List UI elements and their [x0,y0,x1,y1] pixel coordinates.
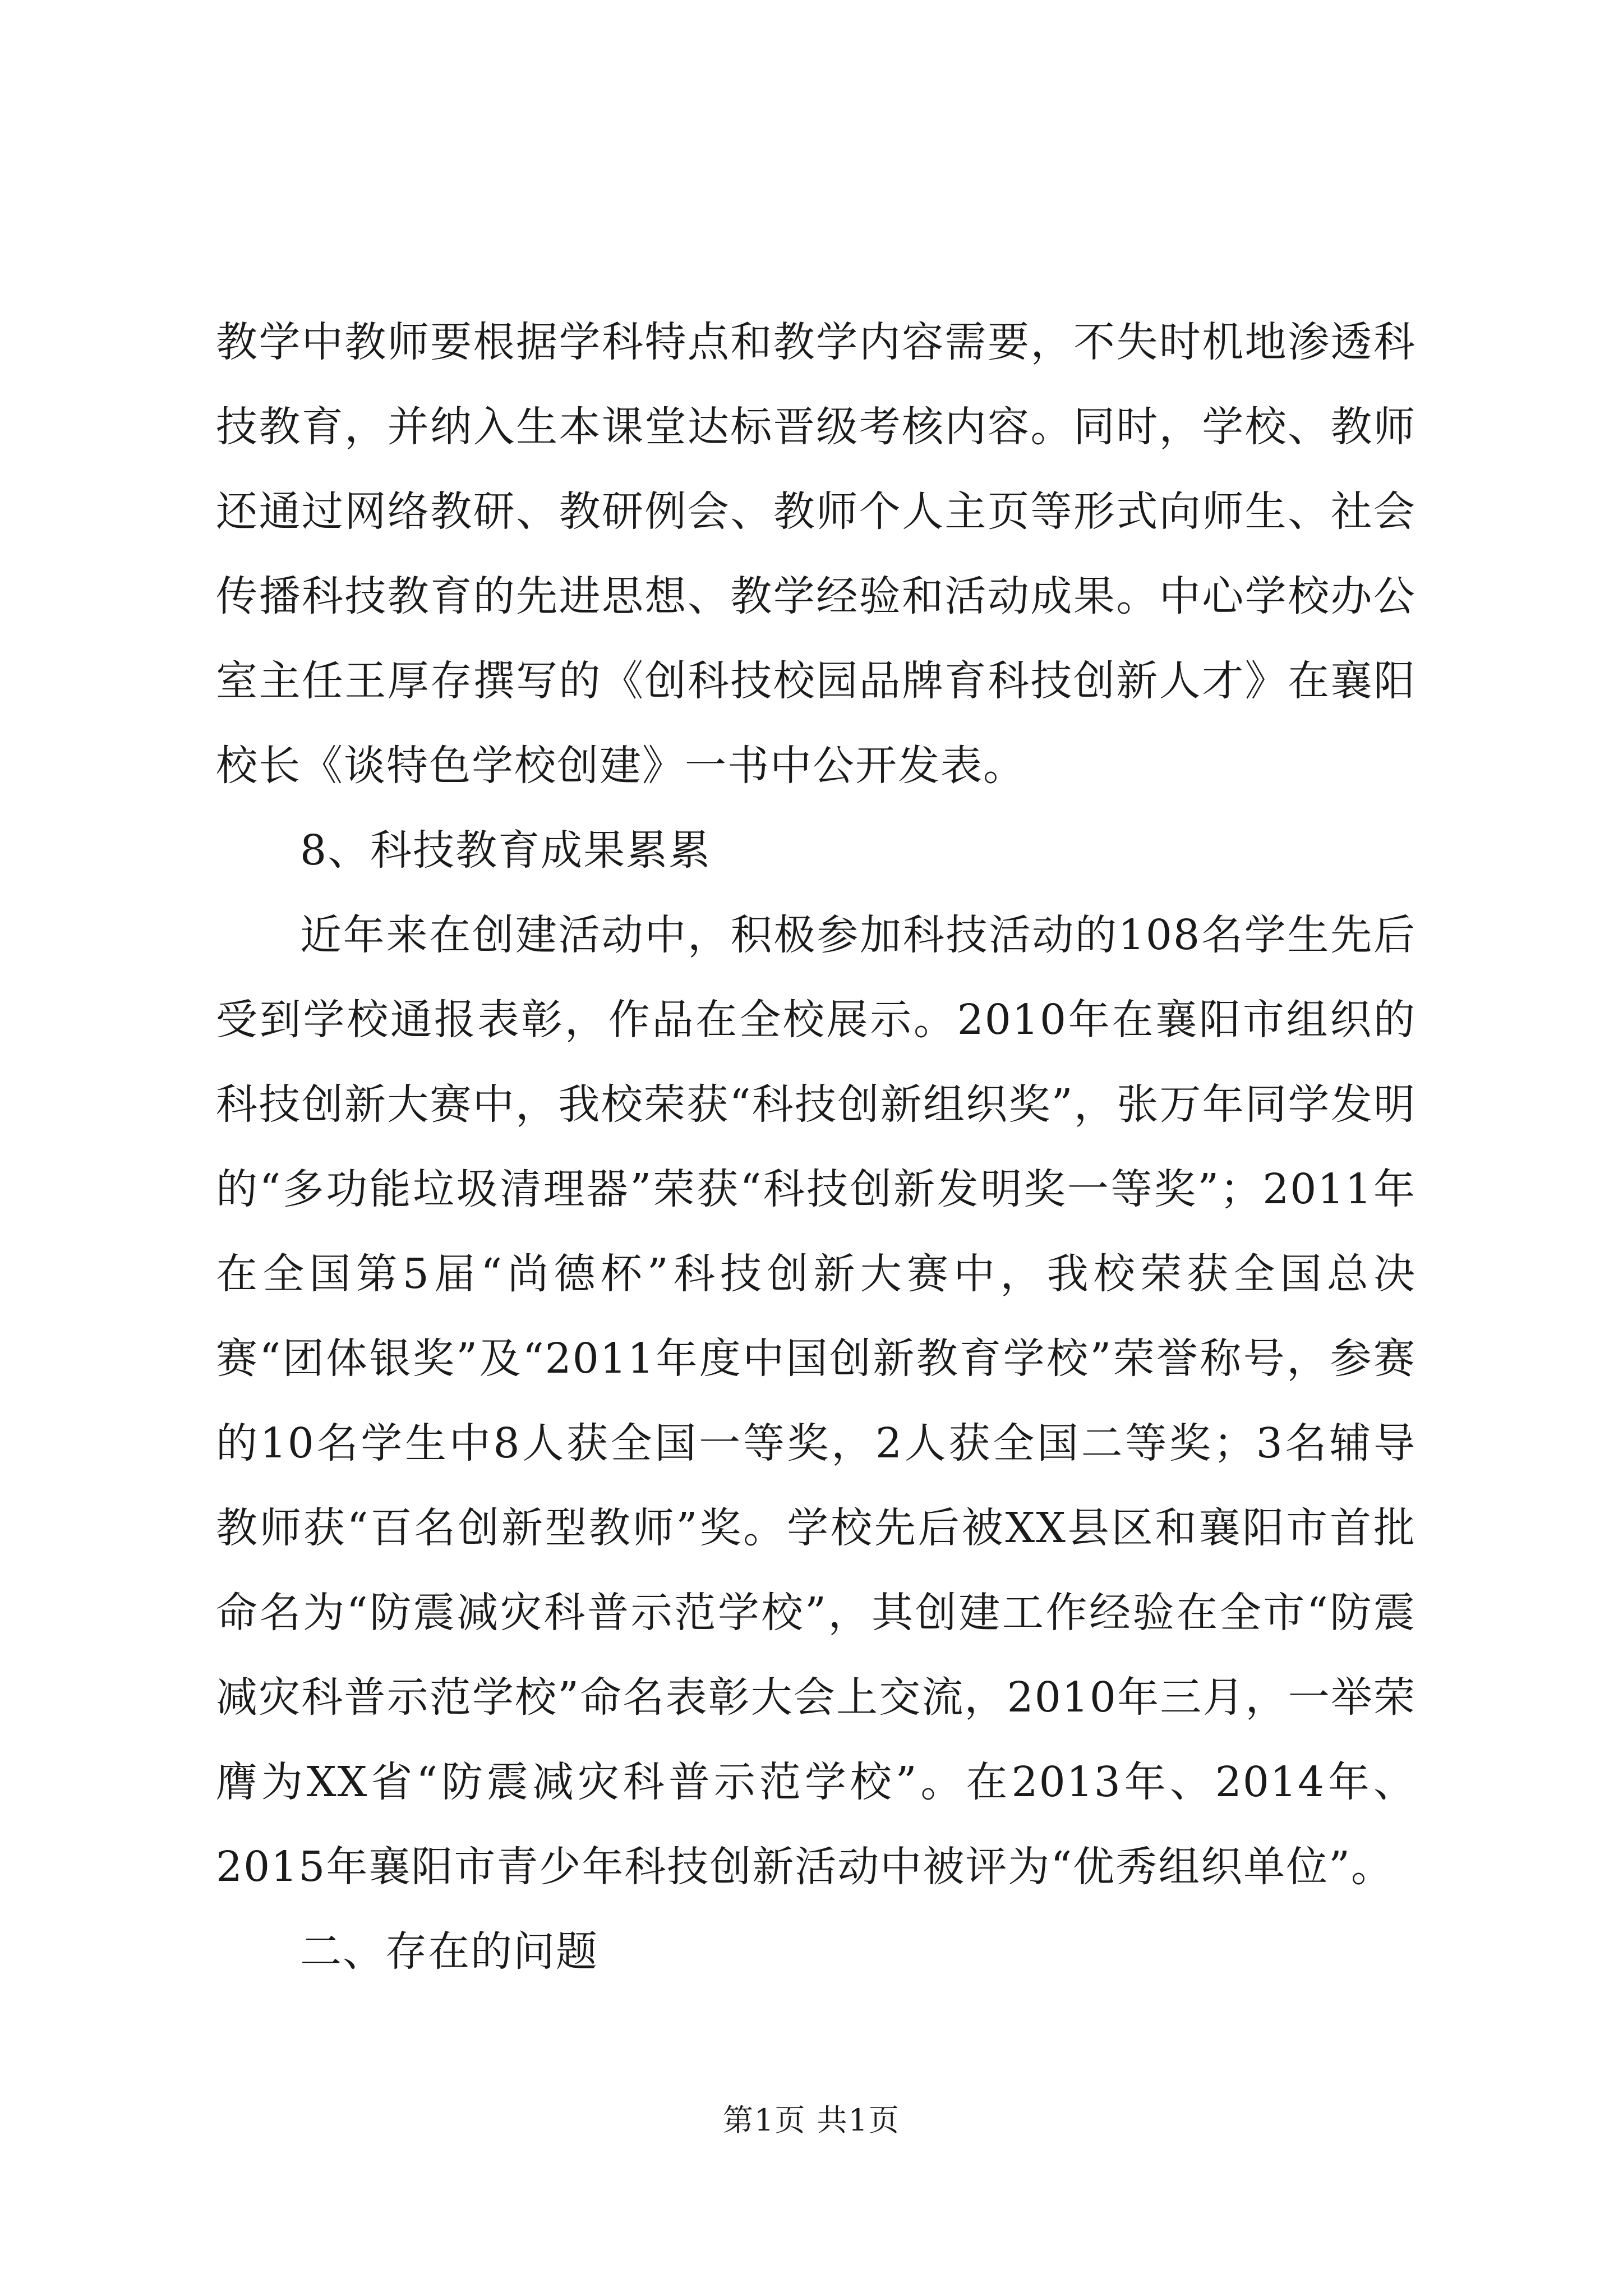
section-heading-problems: 二、存在的问题 [300,1927,598,1976]
paragraph-achievements-detail: 近年来在创建活动中，积极参加科技活动的108名学生先后受到学校通报表彰，作品在全校展示。2010年在襄阳市组织的科技创新大赛中，我校荣获“科技创新组织奖”，张万年同学发明的“多功能垃圾清理器”荣获“科技创新发明奖一等奖”；2011年在全国第5届“尚德杯”科技创新大赛中，我校荣获全国总决赛“团体银奖”及“2011年度中国创新教育学校”荣誉称号，参赛的10名学生中8人获全国一等奖，2人获全国二等奖；3名辅导教师获“百名创新型教师”奖。学校先后被XX县区和襄阳市首批命名为“防震减灾科普示范学校”，其创建工作经验在全市“防震减灾科普示范学校”命名表彰大会上交流，2010年三月，一举荣膺为XX省“防震减灾科普示范学校”。在2013年、2014年、2015年襄阳市青少年科技创新活动中被评为“优秀组织单位”。 [216,911,1416,1891]
document-body [216,300,1416,1994]
section-heading-achievements: 8、科技教育成果累累 [300,826,712,875]
page-footer: 第1页 共1页 [723,2102,900,2138]
paragraph-science-education-integration: 教学中教师要根据学科特点和教学内容需要，不失时机地渗透科技教育，并纳入生本课堂达标晋级考核内容。同时，学校、教师还通过网络教研、教研例会、教师个人主页等形式向师生、社会传播科技教育的先进思想、教学经验和活动成果。中心学校办公室主任王厚存撰写的《创科技校园品牌育科技创新人才》在襄阳校长《谈特色学校创建》一书中公开发表。 [216,318,1416,790]
